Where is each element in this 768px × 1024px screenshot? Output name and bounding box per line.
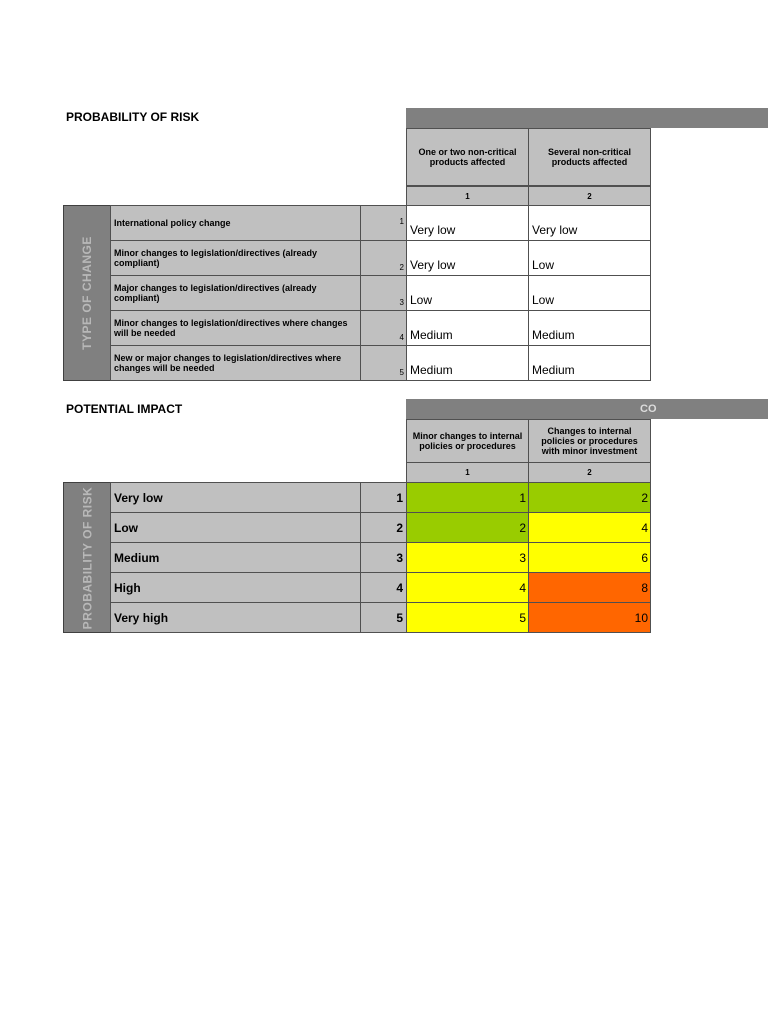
impact-row-label: Low <box>110 512 361 543</box>
probability-row-number: 4 <box>360 310 407 346</box>
probability-cell: Medium <box>528 310 651 346</box>
probability-row-label: International policy change <box>110 205 361 241</box>
probability-row-label: Major changes to legislation/directives (already compliant) <box>110 275 361 311</box>
impact-score-cell: 4 <box>406 572 529 603</box>
impact-score-cell: 6 <box>528 542 651 573</box>
impact-row-number: 5 <box>360 602 407 633</box>
probability-cell: Medium <box>528 345 651 381</box>
probability-column-number: 2 <box>528 186 651 206</box>
impact-row-label: High <box>110 572 361 603</box>
impact-column-header: Changes to internal policies or procedures with minor investment <box>528 419 651 463</box>
impact-score-cell: 2 <box>528 482 651 513</box>
impact-row-number: 1 <box>360 482 407 513</box>
impact-row-number: 4 <box>360 572 407 603</box>
impact-score-cell: 1 <box>406 482 529 513</box>
impact-row-number: 3 <box>360 542 407 573</box>
type-of-change-side-label <box>63 205 111 381</box>
probability-cell: Medium <box>406 310 529 346</box>
impact-row-number: 2 <box>360 512 407 543</box>
probability-column-header: Several non-critical products affected <box>528 128 651 186</box>
probability-of-risk-side-label <box>63 482 111 633</box>
probability-cell: Very low <box>406 205 529 241</box>
impact-score-cell: 10 <box>528 602 651 633</box>
probability-header-bar <box>406 108 768 128</box>
probability-row-number: 2 <box>360 240 407 276</box>
probability-row-number: 3 <box>360 275 407 311</box>
probability-row-label: New or major changes to legislation/directives where changes will be needed <box>110 345 361 381</box>
probability-cell: Medium <box>406 345 529 381</box>
probability-title: PROBABILITY OF RISK <box>66 110 200 124</box>
probability-cell: Low <box>406 275 529 311</box>
probability-row-label: Minor changes to legislation/directives (already compliant) <box>110 240 361 276</box>
side-label-text: PROBABILITY OF RISK <box>80 486 94 629</box>
impact-column-header: Minor changes to internal policies or procedures <box>406 419 529 463</box>
probability-cell: Very low <box>406 240 529 276</box>
probability-row-number: 1 <box>360 205 407 241</box>
impact-header-text: CO <box>640 403 657 415</box>
impact-score-cell: 8 <box>528 572 651 603</box>
probability-cell: Low <box>528 275 651 311</box>
impact-row-label: Medium <box>110 542 361 573</box>
impact-score-cell: 5 <box>406 602 529 633</box>
probability-cell: Very low <box>528 205 651 241</box>
impact-score-cell: 4 <box>528 512 651 543</box>
impact-title: POTENTIAL IMPACT <box>66 402 183 416</box>
probability-cell: Low <box>528 240 651 276</box>
impact-row-label: Very high <box>110 602 361 633</box>
probability-column-header: One or two non-critical products affected <box>406 128 529 186</box>
side-label-text: TYPE OF CHANGE <box>80 236 94 350</box>
impact-column-number: 2 <box>528 462 651 483</box>
impact-header-bar <box>406 399 768 419</box>
impact-score-cell: 3 <box>406 542 529 573</box>
impact-column-number: 1 <box>406 462 529 483</box>
impact-row-label: Very low <box>110 482 361 513</box>
probability-row-label: Minor changes to legislation/directives where changes will be needed <box>110 310 361 346</box>
probability-row-number: 5 <box>360 345 407 381</box>
impact-score-cell: 2 <box>406 512 529 543</box>
probability-column-number: 1 <box>406 186 529 206</box>
